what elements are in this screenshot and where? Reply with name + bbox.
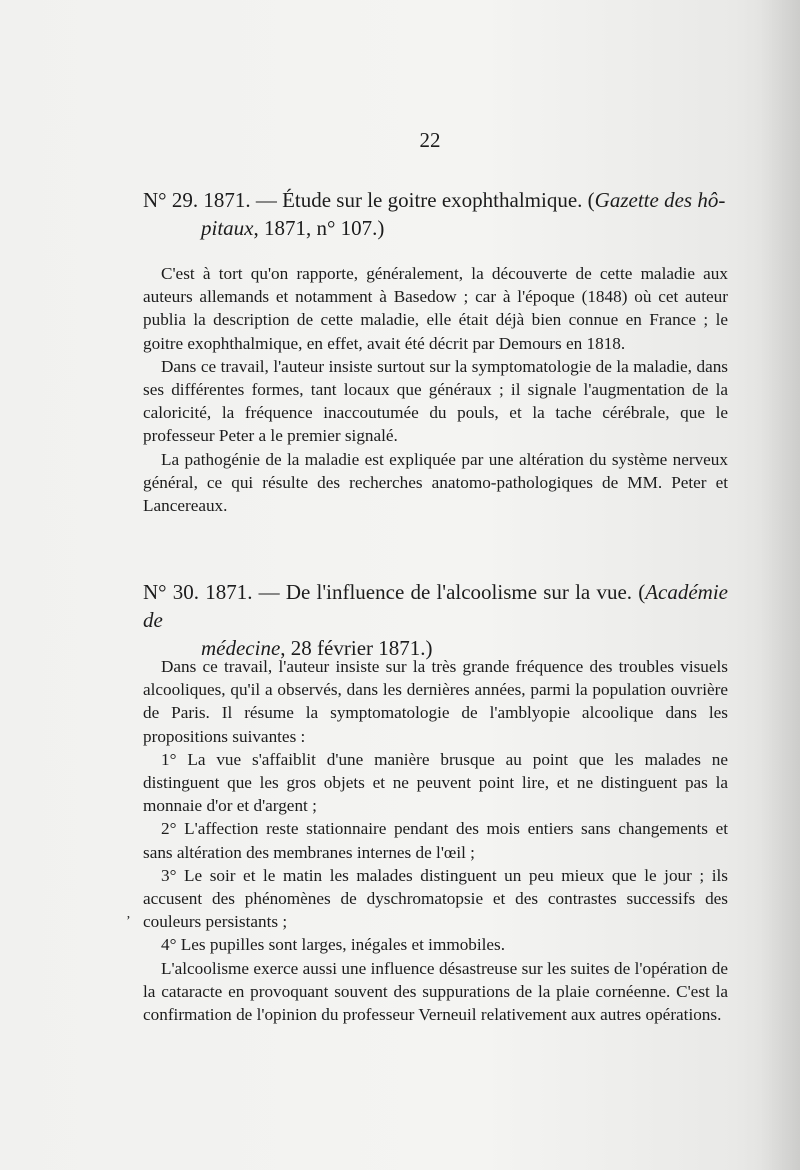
margin-mark: ʼ — [126, 914, 131, 929]
entry-30-source-cont: médecine — [201, 636, 281, 660]
entry-30-heading — [143, 578, 728, 662]
entry-30-source: Académie de — [143, 580, 728, 632]
entry-30-body — [143, 655, 728, 1026]
entry-29-paren: ( — [582, 188, 595, 212]
entry-30-list-item: 3° Le soir et le matin les malades distinguent un peu mieux que le jour ; ils accusent des phénomènes de dyschromatopsie et des contrastes successifs des couleurs persistants ; — [143, 865, 728, 932]
entry-29-source-cont: pitaux — [201, 216, 254, 240]
page-edge-shadow — [760, 0, 800, 1170]
entry-30-source-details: , 28 février 1871.) — [280, 636, 433, 660]
entry-29-source: Gazette des hô- — [594, 188, 726, 212]
entry-29-number: N° 29. 1871. — [143, 188, 251, 212]
entry-29-heading-continuation — [143, 214, 728, 242]
entry-29-paragraph: La pathogénie de la maladie est expliquée par une altération du système nerveux général, ce qui résulte des recherches anatomo-pathologiques de MM. Peter et Lancereaux. — [143, 449, 728, 516]
entry-29-source-details: , 1871, n° 107.) — [253, 216, 385, 240]
entry-29-heading — [143, 186, 728, 242]
entry-30-list-item: 2° L'affection reste stationnaire pendant des mois entiers sans changements et sans altération des membranes internes de l'œil ; — [143, 819, 728, 862]
entry-29-paragraph: Dans ce travail, l'auteur insiste surtout sur la symptomatologie de la maladie, dans ses différentes formes, tant locaux que généraux ; il signale l'augmentation de la caloricité, la fréquence inaccoutumée du pouls, et la tache cérébrale, que le professeur Peter a le premier signalé. — [143, 356, 728, 446]
entry-29-body — [143, 262, 728, 517]
entry-30-paragraph: L'alcoolisme exerce aussi une influence désastreuse sur les suites de l'opération de la cataracte en provoquant souvent des suppurations de la plaie cornéenne. C'est la confirmation de l'opinion du professeur Verneuil relativement aux autres opérations. — [143, 958, 728, 1025]
entry-30-paren: ( — [632, 580, 646, 604]
entry-29-title: Étude sur le goitre exophthalmique. — [282, 188, 583, 212]
entry-30-list-item: 4° Les pupilles sont larges, inégales et immobiles. — [161, 935, 506, 955]
entry-30-title: De l'influence de l'alcoolisme sur la vue. — [285, 580, 633, 604]
entry-30-list-item: 1° La vue s'affaiblit d'une manière brusque au point que les malades ne distinguent que les gros objets et ne peuvent point lire, et ne distinguent pas la monnaie d'or et d'argent ; — [143, 749, 728, 816]
entry-29-paragraph: C'est à tort qu'on rapporte, généralement, la découverte de cette maladie aux auteurs allemands et notamment à Basedow ; car à l'époque (1848) où cet auteur publia la description de cette maladie, elle était déjà bien connue en France ; le goitre exophthalmique, en effet, avait été décrit par Demours en 1818. — [143, 264, 728, 353]
entry-30-number: N° 30. 1871. — [143, 580, 253, 604]
entry-30-dash: — — [252, 580, 286, 604]
entry-29-dash: — — [250, 188, 283, 212]
page-number: 22 — [419, 128, 441, 152]
entry-30-paragraph: Dans ce travail, l'auteur insiste sur la très grande fréquence des troubles visuels alcooliques, qu'il a observés, dans les dernières années, parmi la population ouvrière de Paris. Il résume la symptomatologie de l'amblyopie alcoolique dans les propositions suivantes : — [143, 657, 728, 746]
